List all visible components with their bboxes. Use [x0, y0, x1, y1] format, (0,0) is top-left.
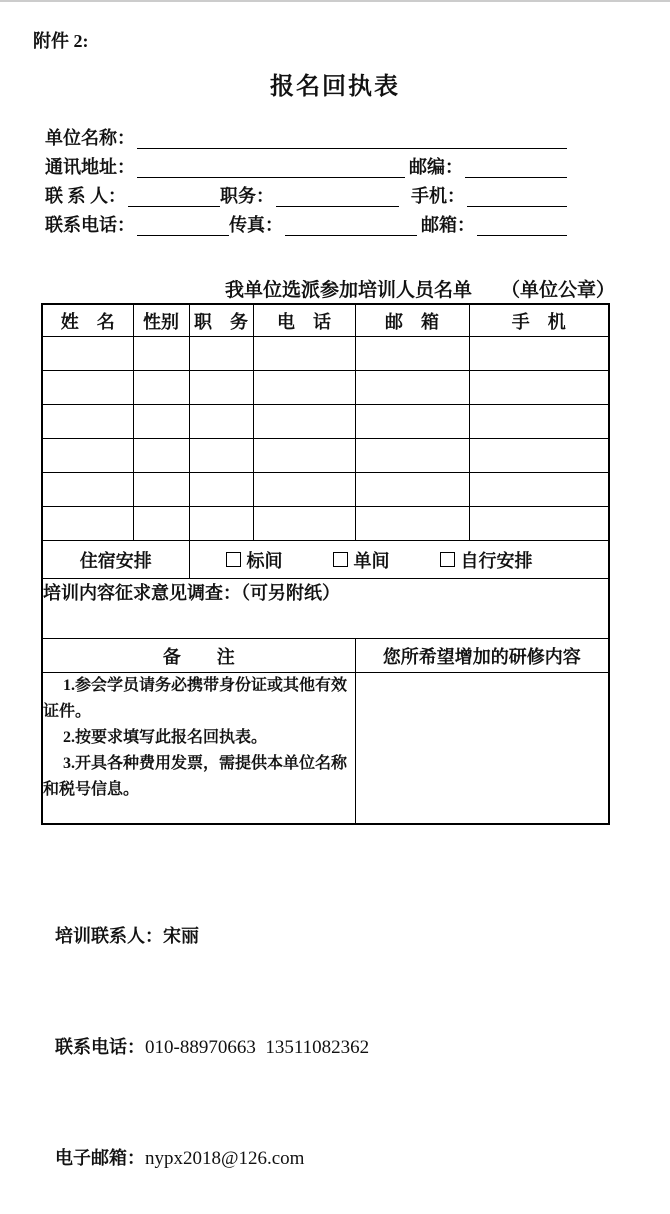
roster-cell[interactable]: [469, 473, 609, 507]
roster-cell[interactable]: [253, 405, 355, 439]
checkbox-self-arranged-icon[interactable]: [440, 552, 455, 567]
address-field[interactable]: [137, 171, 405, 178]
roster-cell[interactable]: [469, 371, 609, 405]
roster-row: [42, 337, 609, 371]
roster-cell[interactable]: [355, 371, 469, 405]
remarks-header: 备 注: [42, 639, 355, 673]
footer-email-label: 电子邮箱：: [55, 1148, 145, 1168]
roster-cell[interactable]: [253, 337, 355, 371]
position-label: 职务：: [220, 186, 274, 207]
scan-edge-artifact: [0, 0, 670, 2]
roster-cell[interactable]: [189, 439, 253, 473]
roster-cell[interactable]: [42, 507, 133, 541]
roster-cell[interactable]: [469, 439, 609, 473]
col-header-position: 职 务: [189, 304, 253, 337]
footer-phone-label: 联系电话：: [55, 1037, 145, 1057]
roster-cell[interactable]: [133, 507, 189, 541]
remark-item: 3.开具各种费用发票，需提供本单位名称和税号信息。: [43, 755, 348, 798]
survey-cell[interactable]: [42, 579, 609, 639]
wish-header: 您所希望增加的研修内容: [355, 639, 609, 673]
footer-contact-block: [55, 844, 369, 1214]
attachment-label: 附件 2:: [33, 31, 89, 51]
remarks-content: [42, 673, 355, 825]
remarks-body-row: [42, 673, 609, 825]
accommodation-row: [42, 541, 609, 579]
remark-item: 1.参会学员请务必携带身份证或其他有效证件。: [43, 677, 348, 720]
roster-cell[interactable]: [355, 473, 469, 507]
contact-form-block: [45, 120, 567, 236]
roster-cell[interactable]: [133, 337, 189, 371]
postcode-field[interactable]: [465, 171, 567, 178]
option-self-arranged[interactable]: [440, 547, 533, 573]
option-self-arranged-label: 自行安排: [460, 550, 533, 571]
roster-cell[interactable]: [133, 405, 189, 439]
col-header-email: 邮 箱: [355, 304, 469, 337]
roster-cell[interactable]: [42, 439, 133, 473]
roster-cell[interactable]: [42, 473, 133, 507]
checkbox-standard-room-icon[interactable]: [226, 552, 241, 567]
option-standard-room[interactable]: [226, 547, 283, 573]
col-header-name: 姓 名: [42, 304, 133, 337]
trainer-contact-label: 培训联系人：: [55, 926, 163, 946]
roster-row: [42, 473, 609, 507]
position-field[interactable]: [276, 200, 399, 207]
mobile-label: 手机：: [411, 186, 465, 207]
page-title: 报名回执表: [270, 74, 400, 100]
roster-cell[interactable]: [42, 405, 133, 439]
phone-label: 联系电话：: [45, 215, 135, 236]
roster-table: [41, 303, 610, 825]
roster-cell[interactable]: [189, 507, 253, 541]
roster-row: [42, 371, 609, 405]
roster-title: 我单位选派参加培训人员名单: [225, 279, 473, 301]
footer-email-value: nypx2018@126.com: [145, 1148, 305, 1169]
unit-name-label: 单位名称：: [45, 128, 135, 149]
roster-cell[interactable]: [469, 337, 609, 371]
survey-label: 培训内容征求意见调查：（可另附纸）: [43, 583, 340, 603]
option-single-room[interactable]: [333, 547, 390, 573]
col-header-mobile: 手 机: [469, 304, 609, 337]
roster-cell[interactable]: [469, 405, 609, 439]
roster-cell[interactable]: [189, 473, 253, 507]
survey-row: [42, 579, 609, 639]
roster-header-row: [42, 304, 609, 337]
footer-phone-value: 010-88970663 13511082362: [145, 1037, 370, 1058]
roster-cell[interactable]: [253, 371, 355, 405]
unit-name-field[interactable]: [137, 142, 567, 149]
roster-cell[interactable]: [253, 507, 355, 541]
email-field[interactable]: [477, 229, 567, 236]
fax-field[interactable]: [285, 229, 417, 236]
roster-cell[interactable]: [253, 473, 355, 507]
roster-cell[interactable]: [42, 337, 133, 371]
contact-person-label: 联 系 人：: [45, 186, 126, 207]
remark-item: 2.按要求填写此报名回执表。: [63, 729, 268, 746]
roster-cell[interactable]: [469, 507, 609, 541]
roster-row: [42, 439, 609, 473]
footer-line-email: [55, 1140, 369, 1177]
checkbox-single-room-icon[interactable]: [333, 552, 348, 567]
accommodation-options-cell: [189, 541, 609, 579]
accommodation-label: 住宿安排: [42, 541, 189, 579]
roster-cell[interactable]: [355, 337, 469, 371]
roster-row: [42, 507, 609, 541]
footer-line-trainer: [55, 918, 369, 955]
contact-person-field[interactable]: [128, 200, 220, 207]
roster-cell[interactable]: [355, 405, 469, 439]
seal-note: （单位公章）: [500, 279, 615, 301]
form-row-contact: [45, 178, 567, 207]
roster-cell[interactable]: [253, 439, 355, 473]
roster-caption: [0, 274, 670, 302]
roster-cell[interactable]: [355, 439, 469, 473]
form-row-address: [45, 149, 567, 178]
option-single-room-label: 单间: [353, 550, 390, 571]
roster-cell[interactable]: [355, 507, 469, 541]
roster-cell[interactable]: [133, 371, 189, 405]
form-row-unit-name: [45, 120, 567, 149]
col-header-gender: 性别: [133, 304, 189, 337]
mobile-field[interactable]: [467, 200, 567, 207]
roster-cell[interactable]: [189, 371, 253, 405]
roster-cell[interactable]: [189, 337, 253, 371]
option-standard-room-label: 标间: [246, 550, 283, 571]
fax-label: 传真：: [229, 215, 283, 236]
col-header-phone: 电 话: [253, 304, 355, 337]
email-label: 邮箱：: [421, 215, 475, 236]
trainer-contact-value: 宋丽: [163, 926, 199, 946]
address-label: 通讯地址：: [45, 157, 135, 178]
phone-field[interactable]: [137, 229, 229, 236]
postcode-label: 邮编：: [409, 157, 463, 178]
remarks-header-row: [42, 639, 609, 673]
footer-line-phone: [55, 1029, 369, 1066]
wish-content-cell[interactable]: [355, 673, 609, 825]
form-row-phone: [45, 207, 567, 236]
roster-cell[interactable]: [133, 473, 189, 507]
roster-row: [42, 405, 609, 439]
roster-cell[interactable]: [133, 439, 189, 473]
roster-cell[interactable]: [189, 405, 253, 439]
roster-cell[interactable]: [42, 371, 133, 405]
